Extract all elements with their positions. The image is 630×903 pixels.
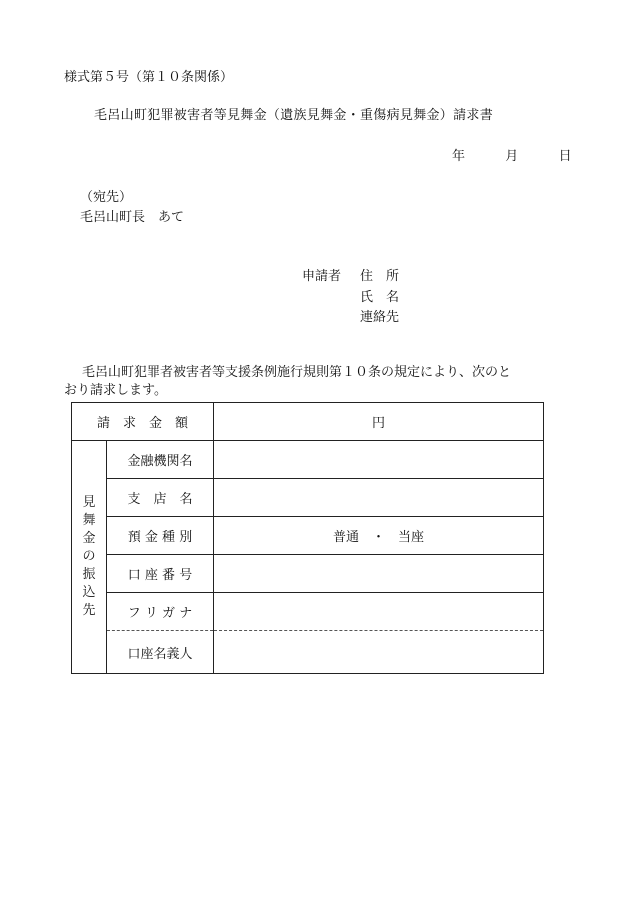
date-day: 日 — [558, 149, 572, 164]
statement-line-1: 毛呂山町犯罪者被害者等支援条例施行規則第１０条の規定により、次のと — [82, 365, 512, 380]
deposit-type-field[interactable]: 普通 ・ 当座 — [214, 517, 544, 555]
branch-field[interactable] — [214, 479, 544, 517]
request-statement — [64, 364, 574, 400]
transfer-destination-label — [72, 441, 107, 674]
addressee-label: （宛先） — [80, 190, 133, 205]
bank-label: 金融機関名 — [107, 441, 214, 479]
applicant-label: 申請者 — [302, 269, 342, 284]
transfer-destination-text: 見舞金の振込先 — [82, 495, 96, 618]
statement-line-2: おり請求します。 — [64, 383, 167, 398]
address-label: 住 所 — [360, 269, 400, 284]
kana-label: フ リ ガ ナ — [107, 593, 214, 631]
date-month: 月 — [505, 149, 519, 164]
kana-row — [72, 593, 544, 631]
request-form-table — [71, 402, 544, 674]
amount-label: 請 求 金 額 — [72, 403, 214, 441]
date-line — [452, 145, 572, 164]
bank-row — [72, 441, 544, 479]
page-title: 毛呂山町犯罪被害者等見舞金（遺族見舞金・重傷病見舞金）請求書 — [94, 108, 494, 123]
holder-label: 口座名義人 — [107, 631, 214, 674]
date-year: 年 — [452, 149, 466, 164]
name-label: 氏 名 — [360, 290, 400, 305]
kana-field[interactable] — [214, 593, 544, 631]
deposit-type-label: 預 金 種 別 — [107, 517, 214, 555]
account-number-label: 口 座 番 号 — [107, 555, 214, 593]
branch-label: 支 店 名 — [107, 479, 214, 517]
contact-label: 連絡先 — [360, 310, 400, 325]
form-number: 様式第５号（第１０条関係） — [64, 70, 234, 85]
amount-field[interactable]: 円 — [214, 403, 544, 441]
holder-field[interactable] — [214, 631, 544, 674]
bank-field[interactable] — [214, 441, 544, 479]
deposit-type-row — [72, 517, 544, 555]
branch-row — [72, 479, 544, 517]
account-number-row — [72, 555, 544, 593]
account-number-field[interactable] — [214, 555, 544, 593]
holder-row — [72, 631, 544, 674]
amount-row — [72, 403, 544, 441]
addressee-name: 毛呂山町長 あて — [80, 210, 185, 225]
